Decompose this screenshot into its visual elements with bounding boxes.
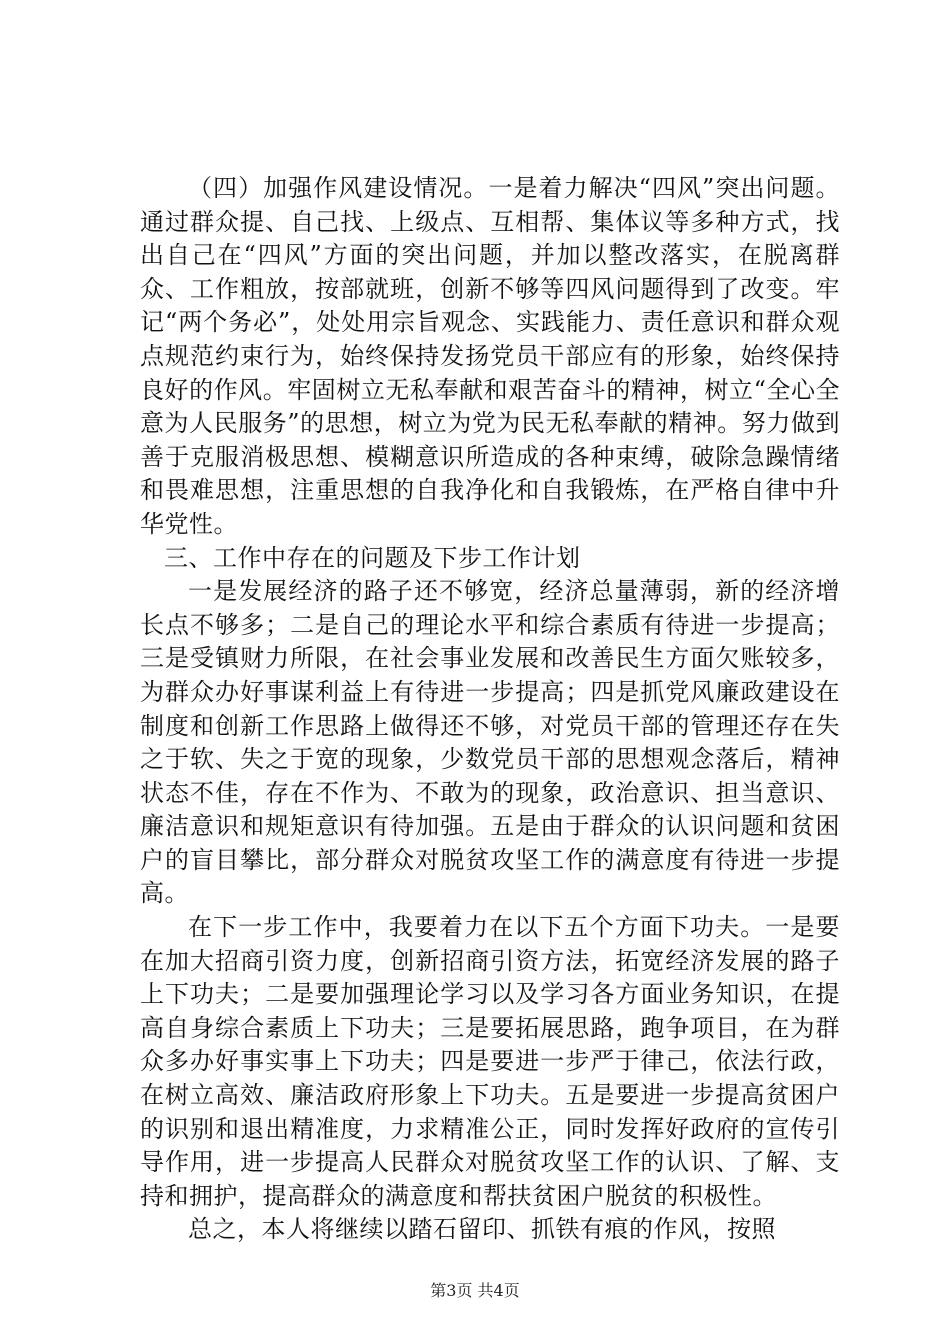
paragraph-next-steps: 在下一步工作中，我要着力在以下五个方面下功夫。一是要在加大招商引资力度，创新招商引资方法，拓宽经济发展的路子上下功夫；二是要加强理论学习以及学习各方面业务知识，在提高自身综合素质上下功夫；三是要拓展思路，跑争项目，在为群众多办好事实事上下功夫；四是要进一步严于律己，依法行政，在树立高效、廉洁政府形象上下功夫。五是要进一步提高贫困户的识别和退出精准度，力求精准公正，同时发挥好政府的宣传引导作用，进一步提高人民群众对脱贫攻坚工作的认识、了解、支持和拥护，提高群众的满意度和帮扶贫困户脱贫的积极性。 bbox=[140, 913, 840, 1210]
paragraph-problems: 一是发展经济的路子还不够宽，经济总量薄弱，新的经济增长点不够多；二是自己的理论水平和综合素质有待进一步提高；三是受镇财力所限，在社会事业发展和改善民生方面欠账较多，为群众办好事谋利益上有待进一步提高；四是抓党风廉政建设在制度和创新工作思路上做得还不够，对党员干部的管理还存在失之于软、失之于宽的现象，少数党员干部的思想观念落后，精神状态不佳，存在不作为、不敢为的现象，政治意识、担当意识、廉洁意识和规矩意识有待加强。五是由于群众的认识问题和贫困户的盲目攀比，部分群众对脱贫攻坚工作的满意度有待进一步提高。 bbox=[140, 577, 840, 908]
paragraph-conclusion: 总之，本人将继续以踏石留印、抓铁有痕的作风，按照 bbox=[188, 1215, 776, 1244]
document-body bbox=[140, 172, 840, 1247]
section-heading-problems-and-plan: 三、工作中存在的问题及下步工作计划 bbox=[164, 543, 581, 572]
page-footer: 第3页 共4页 bbox=[430, 1281, 520, 1300]
paragraph-work-style: （四）加强作风建设情况。一是着力解决“四风”突出问题。通过群众提、自己找、上级点、互相帮、集体议等多种方式，找出自己在“四风”方面的突出问题，并加以整改落实，在脱离群众、工作粗放，按部就班，创新不够等四风问题得到了改变。牢记“两个务必”，处处用宗旨观念、实践能力、责任意识和群众观点规范约束行为，始终保持发扬党员干部应有的形象，始终保持良好的作风。牢固树立无私奉献和艰苦奋斗的精神，树立“全心全意为人民服务”的思想，树立为党为民无私奉献的精神。努力做到善于克服消极思想、模糊意识所造成的各种束缚，破除急躁情绪和畏难思想，注重思想的自我净化和自我锻炼，在严格自律中升华党性。 bbox=[140, 174, 840, 538]
